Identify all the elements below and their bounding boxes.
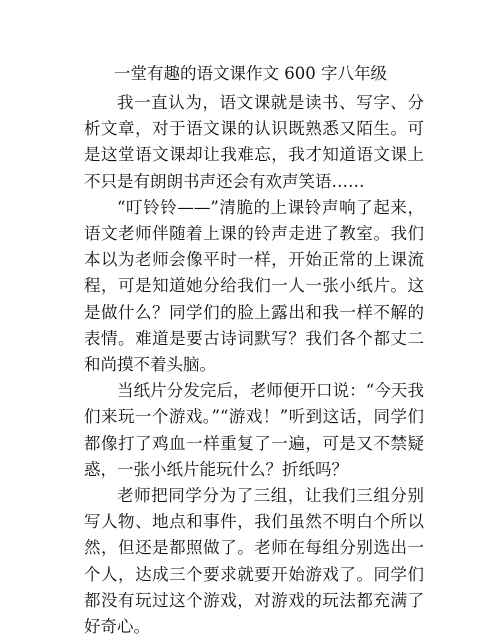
document-body <box>84 90 424 640</box>
document-title: 一堂有趣的语文课作文 600 字八年级 <box>114 64 387 83</box>
paragraph-4: 老师把同学分为了三组，让我们三组分别写人物、地点和事件，我们虽然不明白个所以然，但还是都照做了。老师在每组分别选出一个人，达成三个要求就要开始游戏了。同学们都没有玩过这个游戏，对游戏的玩法都充满了好奇心。 <box>84 486 424 637</box>
paragraph-3: 当纸片分发完后，老师便开口说：“今天我们来玩一个游戏。”“游戏！”听到这话，同学们都像打了鸡血一样重复了一遍，可是又不禁疑惑，一张小纸片能玩什么？折纸吗？ <box>84 381 424 479</box>
paragraph-2: “叮铃铃——”清脆的上课铃声响了起来，语文老师伴随着上课的铃声走进了教室。我们本以为老师会像平时一样，开始正常的上课流程，可是知道她分给我们一人一张小纸片。这是做什么？同学们的脸上露出和我一样不解的表情。难道是要古诗词默写？我们各个都丈二和尚摸不着头脑。 <box>84 197 424 375</box>
paragraph-1: 我一直认为，语文课就是读书、写字、分析文章，对于语文课的认识既熟悉又陌生。可是这堂语文课却让我难忘，我才知道语文课上不只是有朗朗书声还会有欢声笑语…… <box>84 93 424 191</box>
